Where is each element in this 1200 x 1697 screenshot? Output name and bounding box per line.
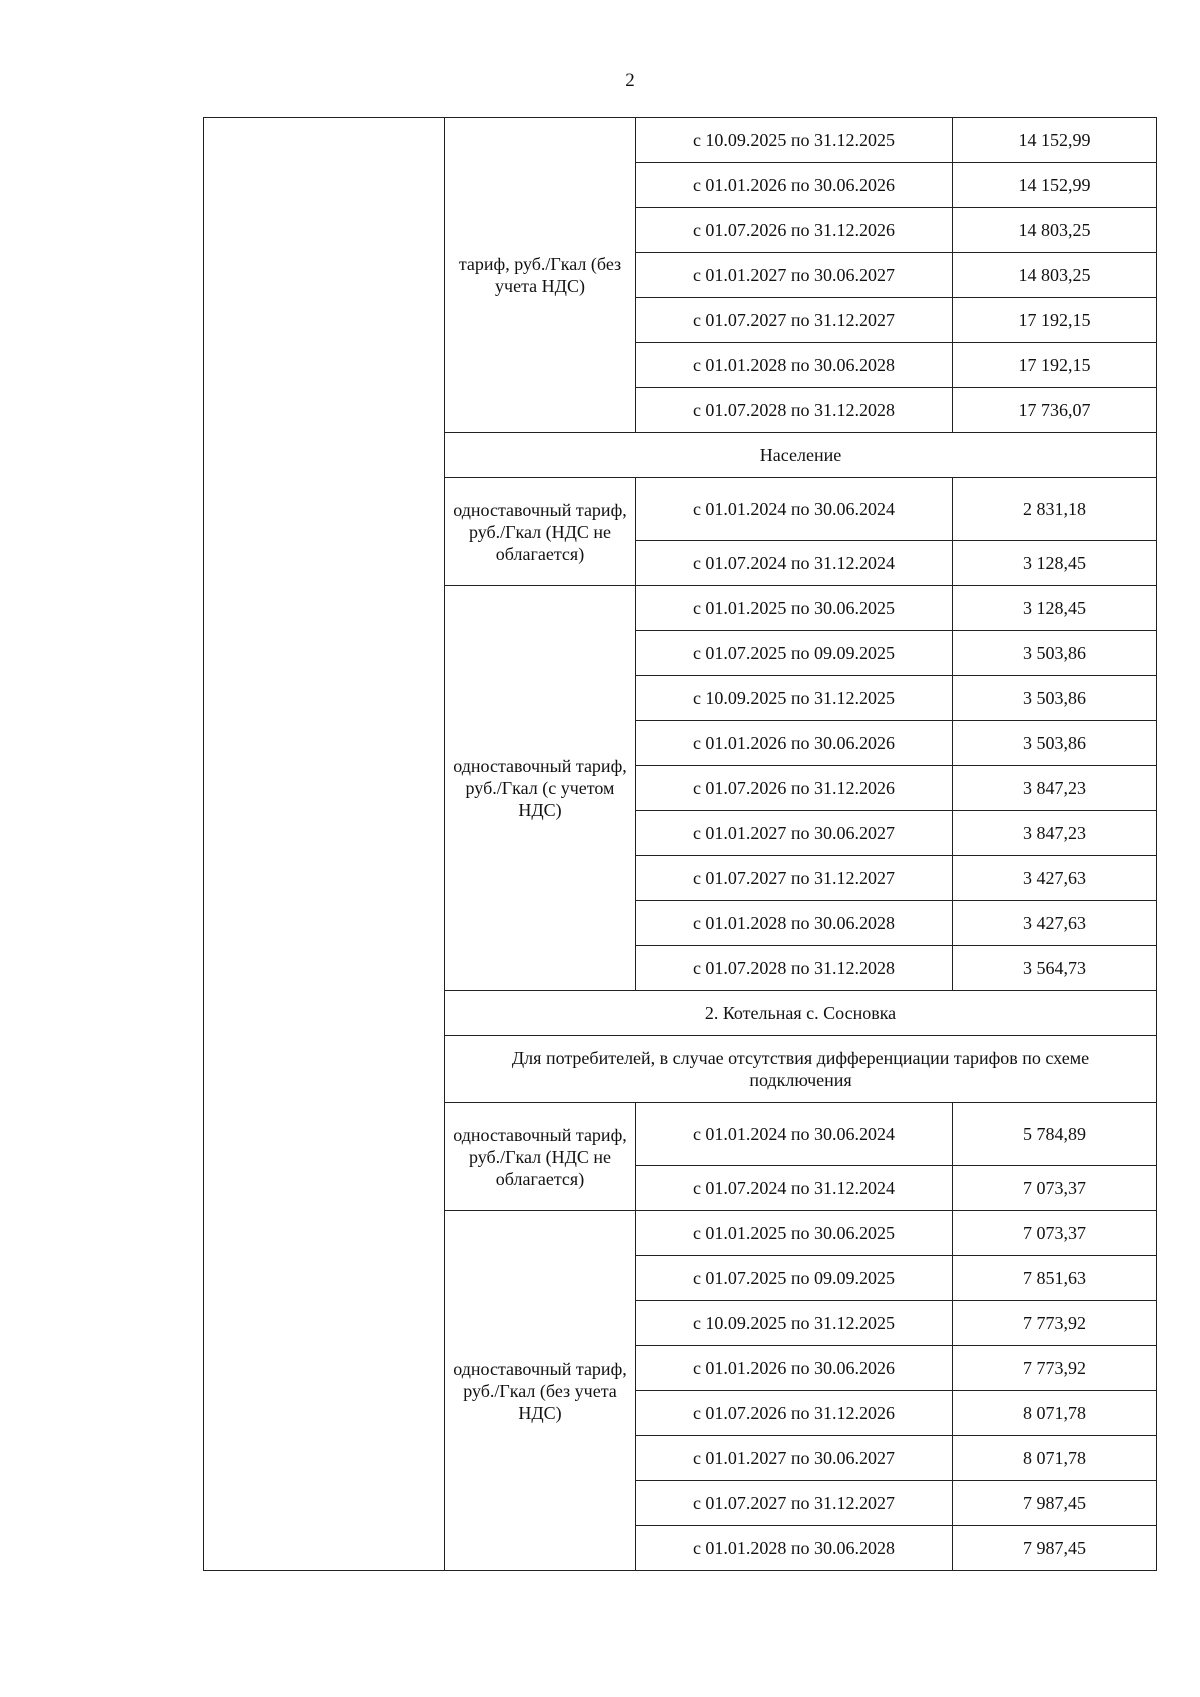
period-cell: с 01.01.2028 по 30.06.2028 — [636, 901, 953, 946]
value-cell: 17 192,15 — [953, 298, 1157, 343]
period-cell: с 01.07.2027 по 31.12.2027 — [636, 298, 953, 343]
value-cell: 3 427,63 — [953, 901, 1157, 946]
value-cell: 14 152,99 — [953, 163, 1157, 208]
value-cell: 3 128,45 — [953, 541, 1157, 586]
period-cell: с 10.09.2025 по 31.12.2025 — [636, 118, 953, 163]
period-cell: с 01.01.2028 по 30.06.2028 — [636, 1526, 953, 1571]
period-cell: с 01.07.2026 по 31.12.2026 — [636, 766, 953, 811]
period-cell: с 01.01.2028 по 30.06.2028 — [636, 343, 953, 388]
period-cell: с 01.07.2025 по 09.09.2025 — [636, 1256, 953, 1301]
tariff-table — [203, 117, 1157, 1571]
section-heading-consumers: Для потребителей, в случае отсутствия дифференциации тарифов по схеме подключения — [445, 1036, 1157, 1103]
section-heading-population: Население — [445, 433, 1157, 478]
value-cell: 7 073,37 — [953, 1166, 1157, 1211]
value-cell: 2 831,18 — [953, 478, 1157, 541]
value-cell: 7 851,63 — [953, 1256, 1157, 1301]
value-cell: 3 847,23 — [953, 811, 1157, 856]
period-cell: с 01.07.2027 по 31.12.2027 — [636, 856, 953, 901]
value-cell: 7 987,45 — [953, 1481, 1157, 1526]
value-cell: 7 987,45 — [953, 1526, 1157, 1571]
tariff-type-label: одноставочный тариф, руб./Гкал (без учета НДС) — [445, 1211, 636, 1571]
value-cell: 14 152,99 — [953, 118, 1157, 163]
period-cell: с 01.07.2028 по 31.12.2028 — [636, 388, 953, 433]
period-cell: с 01.01.2027 по 30.06.2027 — [636, 1436, 953, 1481]
period-cell: с 01.07.2024 по 31.12.2024 — [636, 1166, 953, 1211]
period-cell: с 01.01.2024 по 30.06.2024 — [636, 1103, 953, 1166]
period-cell: с 01.01.2025 по 30.06.2025 — [636, 1211, 953, 1256]
page-number: 2 — [625, 70, 635, 91]
value-cell: 5 784,89 — [953, 1103, 1157, 1166]
period-cell: с 10.09.2025 по 31.12.2025 — [636, 676, 953, 721]
value-cell: 3 427,63 — [953, 856, 1157, 901]
value-cell: 7 773,92 — [953, 1346, 1157, 1391]
organization-cell — [204, 118, 445, 1571]
tariff-type-label: одноставочный тариф, руб./Гкал (НДС не облагается) — [445, 478, 636, 586]
period-cell: с 01.01.2026 по 30.06.2026 — [636, 1346, 953, 1391]
table-row — [204, 118, 1157, 163]
value-cell: 3 503,86 — [953, 631, 1157, 676]
period-cell: с 01.07.2026 по 31.12.2026 — [636, 208, 953, 253]
value-cell: 14 803,25 — [953, 208, 1157, 253]
value-cell: 3 503,86 — [953, 721, 1157, 766]
period-cell: с 01.07.2024 по 31.12.2024 — [636, 541, 953, 586]
tariff-type-label: одноставочный тариф, руб./Гкал (НДС не облагается) — [445, 1103, 636, 1211]
tariff-type-label: одноставочный тариф, руб./Гкал (с учетом НДС) — [445, 586, 636, 991]
value-cell: 3 503,86 — [953, 676, 1157, 721]
period-cell: с 01.01.2027 по 30.06.2027 — [636, 811, 953, 856]
period-cell: с 01.01.2026 по 30.06.2026 — [636, 163, 953, 208]
period-cell: с 01.01.2025 по 30.06.2025 — [636, 586, 953, 631]
section-heading-boiler: 2. Котельная с. Сосновка — [445, 991, 1157, 1036]
value-cell: 3 128,45 — [953, 586, 1157, 631]
period-cell: с 01.07.2027 по 31.12.2027 — [636, 1481, 953, 1526]
value-cell: 8 071,78 — [953, 1391, 1157, 1436]
period-cell: с 10.09.2025 по 31.12.2025 — [636, 1301, 953, 1346]
period-cell: с 01.01.2026 по 30.06.2026 — [636, 721, 953, 766]
period-cell: с 01.07.2028 по 31.12.2028 — [636, 946, 953, 991]
value-cell: 14 803,25 — [953, 253, 1157, 298]
value-cell: 3 564,73 — [953, 946, 1157, 991]
value-cell: 7 073,37 — [953, 1211, 1157, 1256]
value-cell: 3 847,23 — [953, 766, 1157, 811]
tariff-type-label: тариф, руб./Гкал (без учета НДС) — [445, 118, 636, 433]
value-cell: 7 773,92 — [953, 1301, 1157, 1346]
period-cell: с 01.07.2026 по 31.12.2026 — [636, 1391, 953, 1436]
period-cell: с 01.01.2024 по 30.06.2024 — [636, 478, 953, 541]
value-cell: 17 192,15 — [953, 343, 1157, 388]
period-cell: с 01.01.2027 по 30.06.2027 — [636, 253, 953, 298]
value-cell: 8 071,78 — [953, 1436, 1157, 1481]
value-cell: 17 736,07 — [953, 388, 1157, 433]
period-cell: с 01.07.2025 по 09.09.2025 — [636, 631, 953, 676]
